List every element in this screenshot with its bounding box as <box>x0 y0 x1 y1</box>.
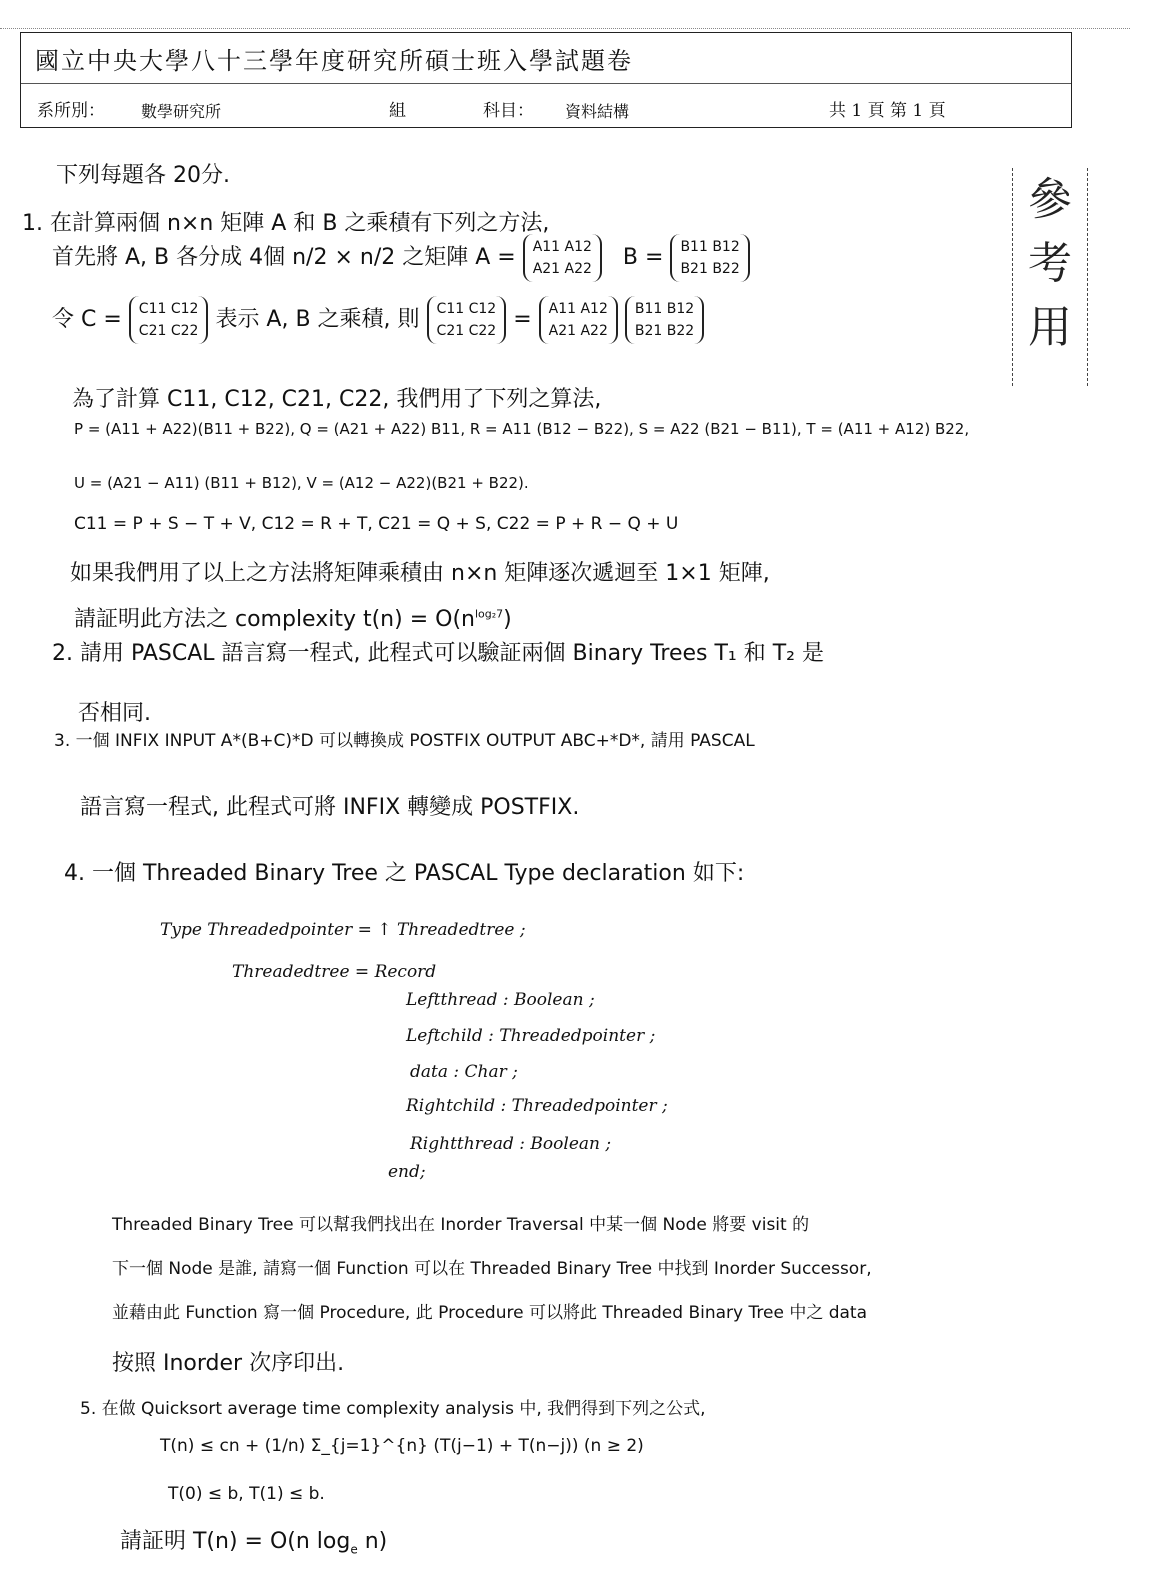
q1-line3 <box>52 296 704 344</box>
q1-line5: 如果我們用了以上之方法將矩陣乘積由 n×n 矩陣逐次遞迴至 1×1 矩陣, <box>70 561 770 586</box>
matrix-a <box>523 234 602 282</box>
q1-line3-text: 令 C = <box>52 307 122 332</box>
top-dotted-rule <box>0 28 1130 29</box>
q4-para3: 並藉由此 Function 寫一個 Procedure, 此 Procedure 可以將此 Threaded Binary Tree 中之 data <box>112 1303 868 1323</box>
matrix-b-row2: B21 B22 <box>680 261 740 277</box>
q1-line6-exponent: log₂7 <box>474 607 504 621</box>
q5-eq2: T(0) ≤ b, T(1) ≤ b. <box>168 1484 325 1504</box>
q4-para2: 下一個 Node 是誰, 請寫一個 Function 可以在 Threaded Binary Tree 中找到 Inorder Successor, <box>112 1259 872 1279</box>
stamp-char-1: 參 <box>1028 174 1072 225</box>
matrix-b2-row2: B21 B22 <box>634 323 695 339</box>
matrix-b <box>670 234 749 282</box>
dept-value: 數學研究所 <box>141 102 222 121</box>
matrix-b-label: B = <box>622 245 664 270</box>
matrix-a2-row1: A11 A12 <box>548 301 608 317</box>
q5-line2 <box>120 1524 387 1556</box>
q4-para4: 按照 Inorder 次序印出. <box>112 1351 345 1376</box>
q4-code-line5: data : Char ; <box>410 1062 518 1082</box>
q5-line2-text: 請証明 T(n) = O(n log <box>120 1529 351 1554</box>
header-divider <box>21 83 1071 84</box>
q4-code-line8: end; <box>388 1162 426 1182</box>
matrix-c2-row1: C11 C12 <box>436 301 497 317</box>
matrix-c <box>129 296 209 344</box>
subject-value: 資料結構 <box>565 102 630 121</box>
matrix-b-row1: B11 B12 <box>680 239 740 255</box>
matrix-a-row1: A11 A12 <box>532 239 592 255</box>
q1-formulas-2: U = (A21 − A11) (B11 + B12), V = (A12 − A22)(B21 + B22). <box>74 474 529 492</box>
intro-line: 下列每題各 20分. <box>56 163 230 188</box>
q2-line1: 2. 請用 PASCAL 語言寫一程式, 此程式可以驗証兩個 Binary Trees T₁ 和 T₂ 是 <box>52 641 824 666</box>
exam-title: 國立中央大學八十三學年度研究所碩士班入學試題卷 <box>35 47 633 75</box>
matrix-b2-row1: B11 B12 <box>634 301 695 317</box>
q1-line2-text: 首先將 A, B 各分成 4個 n/2 × n/2 之矩陣 A = <box>52 245 516 270</box>
q1-line6-text: 請証明此方法之 complexity t(n) = O(n <box>74 607 475 632</box>
matrix-a2-row2: A21 A22 <box>548 323 608 339</box>
q3-line2: 語言寫一程式, 此程式可將 INFIX 轉變成 POSTFIX. <box>80 795 580 820</box>
stamp-char-2: 考 <box>1028 238 1072 289</box>
q1-line1: 1. 在計算兩個 n×n 矩陣 A 和 B 之乘積有下列之方法, <box>22 211 550 236</box>
dept-label: 系所別： <box>37 101 105 121</box>
exam-header <box>20 32 1072 128</box>
q1-formulas-3: C11 = P + S − T + V, C12 = R + T, C21 = Q + S, C22 = P + R − Q + U <box>74 514 679 534</box>
q4-code-line7: Rightthread : Boolean ; <box>410 1134 612 1154</box>
q1-line6 <box>74 602 512 633</box>
page-count: 共 1 頁 第 1 頁 <box>829 101 946 121</box>
q3-line1: 3. 一個 INFIX INPUT A*(B+C)*D 可以轉換成 POSTFIX OUTPUT ABC+*D*, 請用 PASCAL <box>54 731 755 751</box>
q1-line6-end: ) <box>503 607 512 632</box>
matrix-b-2 <box>625 296 704 344</box>
equals-sign: = <box>513 307 532 332</box>
q2-line2: 否相同. <box>78 701 151 726</box>
q5-eq1: T(n) ≤ cn + (1/n) Σ_{j=1}^{n} (T(j−1) + T(n−j)) (n ≥ 2) <box>160 1436 644 1456</box>
matrix-c-2 <box>427 296 507 344</box>
q5-line1: 5. 在做 Quicksort average time complexity analysis 中, 我們得到下列之公式, <box>80 1399 706 1419</box>
q4-line1: 4. 一個 Threaded Binary Tree 之 PASCAL Type declaration 如下: <box>64 861 745 886</box>
stamp-char-3: 用 <box>1028 302 1072 353</box>
matrix-a-2 <box>539 296 618 344</box>
q1-formulas-1: P = (A11 + A22)(B11 + B22), Q = (A21 + A22) B11, R = A11 (B12 − B22), S = A22 (B21 − B11), T = (A11 + A12) B22, <box>74 420 970 438</box>
q5-log-base: e <box>350 1542 358 1557</box>
matrix-c-row1: C11 C12 <box>138 301 199 317</box>
q4-code-line4: Leftchild : Threadedpointer ; <box>406 1026 656 1046</box>
matrix-a-row2: A21 A22 <box>532 261 592 277</box>
matrix-c2-row2: C21 C22 <box>436 323 497 339</box>
q4-code-line6: Rightchild : Threadedpointer ; <box>406 1096 668 1116</box>
q1-line2 <box>52 234 750 282</box>
matrix-c-row2: C21 C22 <box>138 323 199 339</box>
q4-code-line2: Threadedtree = Record <box>232 962 437 982</box>
q1-line4: 為了計算 C11, C12, C21, C22, 我們用了下列之算法, <box>72 387 602 412</box>
group-label: 組 <box>389 101 406 121</box>
q4-para1: Threaded Binary Tree 可以幫我們找出在 Inorder Traversal 中某一個 Node 將要 visit 的 <box>112 1215 810 1235</box>
q4-code-line1: Type Threadedpointer = ↑ Threadedtree ; <box>160 920 526 940</box>
subject-label: 科目： <box>483 101 534 121</box>
q5-line2-end: n) <box>357 1529 388 1554</box>
q1-line3b-text: 表示 A, B 之乘積, 則 <box>215 307 420 332</box>
q4-code-line3: Leftthread : Boolean ; <box>406 990 595 1010</box>
reference-stamp <box>1012 168 1088 386</box>
